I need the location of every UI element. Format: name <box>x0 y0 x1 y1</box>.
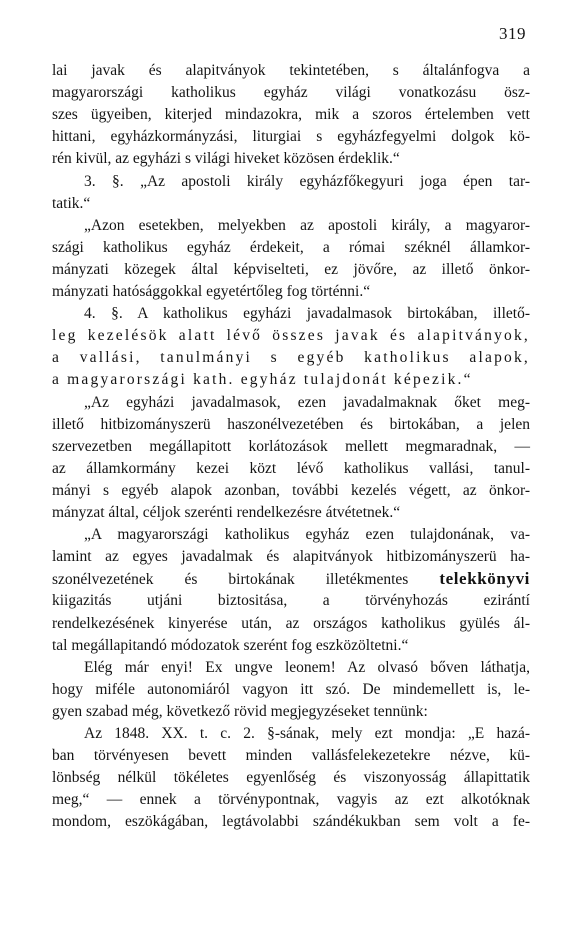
text-line: mondom, eszökágában, legtávolabbi szándékukban sem volt a fe- <box>52 813 530 831</box>
text-line: mányzati hatósággokkal egyetértőleg fog történni.“ <box>52 283 371 300</box>
text-line: szági katholikus egyház érdekeit, a római széknél államkor- <box>52 238 530 256</box>
text-line: lamint az egyes javadalmak és alapitványok hitbizományszerü ha- <box>52 548 530 566</box>
text-line: „Az egyházi javadalmasok, ezen javadalmaknak őket meg- <box>84 393 530 411</box>
text-line: szonélvezetének és birtokának illetékmentes telekkönyvi <box>52 569 530 589</box>
text-line: szes ügyeiben, kiterjed mindazokra, mik a szoros értelemben vett <box>52 106 530 124</box>
text-line: tatik.“ <box>52 194 91 212</box>
text-line: „A magyarországi katholikus egyház ezen tulajdonának, va- <box>84 526 530 544</box>
text-line: tal megállapitandó módozatok szerént fog eszközöltetni.“ <box>52 636 409 654</box>
text-line: „Azon esetekben, melyekben az apostoli király, a magyaror- <box>84 216 530 234</box>
text-line: mányzati közegek által képviselteti, ez jövőre, az illető önkor- <box>52 260 530 278</box>
text-line: lönbség nélkül tökéletes egyenlőség és viszonyosság állapittatik <box>52 769 530 787</box>
text-line: 3. §. „Az apostoli király egyházfőkegyuri joga épen tar- <box>84 172 530 190</box>
text-line: rén kivül, az egyházi s világi hiveket közösen érdeklik.“ <box>52 150 400 168</box>
text-line: lai javak és alapitványok tekintetében, s általánfogva a <box>52 62 530 79</box>
text-line: a magyarországi kath. egyház tulajdonát képezik.“ <box>52 371 473 389</box>
text-line: a vallási, tanulmányi s egyéb katholikus alapok, <box>52 349 530 367</box>
text-line: 4. §. A katholikus egyházi javadalmasok birtokában, illető- <box>84 305 530 323</box>
text-line: meg,“ — ennek a törvénypontnak, vagyis az ezt alkotóknak <box>52 791 530 809</box>
text-line: leg kezelésök alatt lévő összes javak és alapitványok, <box>52 327 530 345</box>
text-line: Az 1848. XX. t. c. 2. §-sának, mely ezt mondja: „E hazá- <box>84 725 530 742</box>
page-number: 319 <box>499 24 526 43</box>
text-line: gyen szabad még, következő rövid megjegyzéseket tennünk: <box>52 702 428 720</box>
text-line: kiigazitás utjáni biztositása, a törvényhozás ezirántí <box>52 592 530 610</box>
text-line: az államkormány kezei közt lévő katholikus vallási, tanul- <box>52 459 530 477</box>
text-line: hittani, egyházkormányzási, liturgiai s egyházfegyelmi dolgok kö- <box>52 128 530 146</box>
text-line: hogy miféle autonomiáról vagyon itt szó. De mindemellett is, le- <box>52 680 530 698</box>
text-line: rendelkezésének kinyerése után, az országos katholikus gyülés ál- <box>52 614 530 632</box>
text-line: illető hitbizományszerü haszonélvezetében és birtokában, a jelen <box>52 415 530 433</box>
emphasized-word: telekkönyvi <box>439 569 530 589</box>
text-line: magyarországi katholikus egyház világi vonatkozásu ösz- <box>52 84 530 102</box>
text-line: mányzat által, céljok szerénti rendelkezésre átvétetnek.“ <box>52 504 401 521</box>
text-line: ban törvényesen bevett minden vallásfelekezetekre nézve, kü- <box>52 747 530 765</box>
text-line: szervezetben megállapitott korlátozások mellett megmaradnak, — <box>52 437 530 455</box>
text-line: mányi s egyéb alapok azonban, további kezelés végett, az önkor- <box>52 481 530 499</box>
text-line: Elég már enyi! Ex ungve leonem! Az olvasó bőven láthatja, <box>84 658 530 676</box>
